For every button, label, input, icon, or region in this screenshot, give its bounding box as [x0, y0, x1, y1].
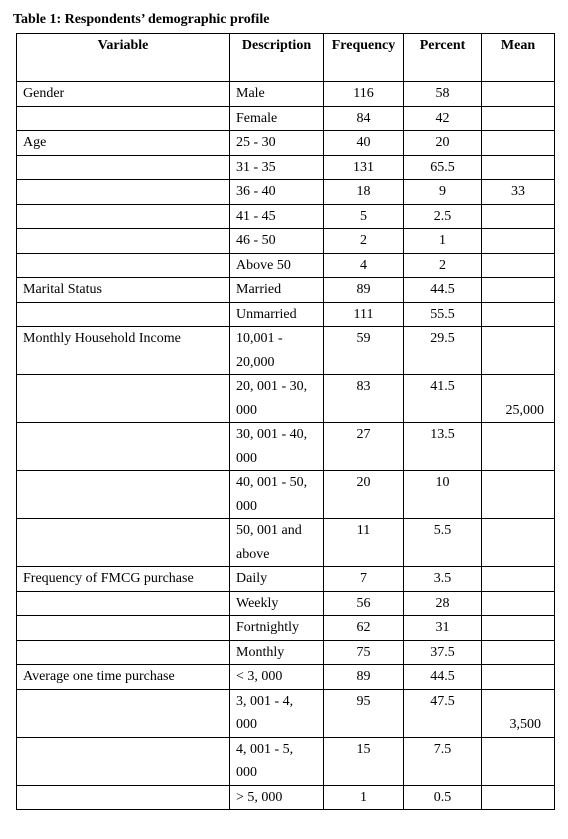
description-cell: 46 - 50 [230, 229, 324, 254]
table-row [17, 131, 555, 156]
frequency-cell: 62 [324, 616, 404, 641]
frequency-cell: 4 [324, 253, 404, 278]
variable-cell: Age [17, 131, 230, 156]
table-row [17, 423, 555, 471]
mean-cell [482, 591, 555, 616]
description-cell: Daily [230, 567, 324, 592]
percent-cell: 44.5 [404, 665, 482, 690]
variable-cell [17, 591, 230, 616]
mean-cell [482, 423, 555, 471]
table-row [17, 204, 555, 229]
percent-cell: 37.5 [404, 640, 482, 665]
percent-cell: 20 [404, 131, 482, 156]
mean-cell [482, 327, 555, 375]
mean-cell [482, 106, 555, 131]
description-cell: Unmarried [230, 302, 324, 327]
variable-cell [17, 229, 230, 254]
percent-cell: 5.5 [404, 519, 482, 567]
description-cell: Above 50 [230, 253, 324, 278]
description-cell: Fortnightly [230, 616, 324, 641]
mean-cell [482, 204, 555, 229]
frequency-cell: 5 [324, 204, 404, 229]
description-cell: 4, 001 - 5, 000 [230, 737, 324, 785]
header-mean: Mean [482, 34, 555, 82]
frequency-cell: 116 [324, 82, 404, 107]
frequency-cell: 131 [324, 155, 404, 180]
variable-cell [17, 423, 230, 471]
mean-cell [482, 640, 555, 665]
percent-cell: 31 [404, 616, 482, 641]
mean-cell [482, 229, 555, 254]
table-row [17, 253, 555, 278]
percent-cell: 41.5 [404, 375, 482, 423]
header-variable: Variable [17, 34, 230, 82]
description-cell: 20, 001 - 30, 000 [230, 375, 324, 423]
table-row [17, 155, 555, 180]
frequency-cell: 111 [324, 302, 404, 327]
frequency-cell: 40 [324, 131, 404, 156]
percent-cell: 9 [404, 180, 482, 205]
variable-cell: Gender [17, 82, 230, 107]
frequency-cell: 95 [324, 689, 404, 737]
description-cell: > 5, 000 [230, 785, 324, 810]
frequency-cell: 2 [324, 229, 404, 254]
percent-cell: 10 [404, 471, 482, 519]
variable-cell [17, 640, 230, 665]
percent-cell: 2 [404, 253, 482, 278]
header-description: Description [230, 34, 324, 82]
header-frequency: Frequency [324, 34, 404, 82]
frequency-cell: 56 [324, 591, 404, 616]
frequency-cell: 75 [324, 640, 404, 665]
mean-cell [482, 302, 555, 327]
mean-age-cell: 33 [482, 180, 555, 205]
percent-cell: 55.5 [404, 302, 482, 327]
description-cell: 30, 001 - 40, 000 [230, 423, 324, 471]
table-row [17, 567, 555, 592]
mean-cell [482, 82, 555, 107]
description-cell: 3, 001 - 4, 000 [230, 689, 324, 737]
frequency-cell: 59 [324, 327, 404, 375]
table-row [17, 785, 555, 810]
mean-cell [482, 567, 555, 592]
frequency-cell: 7 [324, 567, 404, 592]
mean-cell [482, 737, 555, 785]
table-row [17, 106, 555, 131]
description-cell: Married [230, 278, 324, 303]
table-row [17, 229, 555, 254]
variable-cell [17, 737, 230, 785]
frequency-cell: 15 [324, 737, 404, 785]
variable-cell: Average one time purchase [17, 665, 230, 690]
mean-cell [482, 155, 555, 180]
table-row [17, 640, 555, 665]
variable-cell [17, 375, 230, 423]
table-row [17, 471, 555, 519]
description-cell: 36 - 40 [230, 180, 324, 205]
description-cell: 50, 001 and above [230, 519, 324, 567]
variable-cell [17, 519, 230, 567]
description-cell: Female [230, 106, 324, 131]
variable-cell [17, 180, 230, 205]
description-cell: Male [230, 82, 324, 107]
variable-cell: Frequency of FMCG purchase [17, 567, 230, 592]
frequency-cell: 83 [324, 375, 404, 423]
frequency-cell: 1 [324, 785, 404, 810]
variable-cell: Monthly Household Income [17, 327, 230, 375]
description-cell: Weekly [230, 591, 324, 616]
percent-cell: 65.5 [404, 155, 482, 180]
percent-cell: 42 [404, 106, 482, 131]
percent-cell: 58 [404, 82, 482, 107]
table-row [17, 180, 555, 205]
percent-cell: 44.5 [404, 278, 482, 303]
description-cell: 31 - 35 [230, 155, 324, 180]
percent-cell: 7.5 [404, 737, 482, 785]
table-caption: Table 1: Respondents’ demographic profile [13, 12, 270, 27]
mean-cell [482, 278, 555, 303]
variable-cell [17, 204, 230, 229]
frequency-cell: 89 [324, 278, 404, 303]
description-cell: Monthly [230, 640, 324, 665]
header-row [17, 34, 555, 82]
frequency-cell: 89 [324, 665, 404, 690]
percent-cell: 3.5 [404, 567, 482, 592]
percent-cell: 47.5 [404, 689, 482, 737]
table-row [17, 327, 555, 375]
table-row [17, 737, 555, 785]
mean-cell [482, 131, 555, 156]
frequency-cell: 11 [324, 519, 404, 567]
variable-cell [17, 155, 230, 180]
mean-income-cell: 25,000 [482, 375, 555, 423]
mean-cell [482, 665, 555, 690]
table-row [17, 375, 555, 423]
table-row [17, 302, 555, 327]
description-cell: < 3, 000 [230, 665, 324, 690]
description-cell: 25 - 30 [230, 131, 324, 156]
description-cell: 41 - 45 [230, 204, 324, 229]
table-row [17, 665, 555, 690]
variable-cell [17, 302, 230, 327]
percent-cell: 2.5 [404, 204, 482, 229]
description-cell: 10,001 - 20,000 [230, 327, 324, 375]
mean-cell [482, 616, 555, 641]
mean-cell [482, 785, 555, 810]
variable-cell [17, 616, 230, 641]
frequency-cell: 18 [324, 180, 404, 205]
table-row [17, 689, 555, 737]
description-cell: 40, 001 - 50, 000 [230, 471, 324, 519]
percent-cell: 28 [404, 591, 482, 616]
demographic-table [16, 33, 555, 810]
variable-cell [17, 253, 230, 278]
variable-cell [17, 689, 230, 737]
variable-cell: Marital Status [17, 278, 230, 303]
table-row [17, 519, 555, 567]
percent-cell: 13.5 [404, 423, 482, 471]
percent-cell: 0.5 [404, 785, 482, 810]
frequency-cell: 20 [324, 471, 404, 519]
variable-cell [17, 106, 230, 131]
variable-cell [17, 785, 230, 810]
table-row [17, 278, 555, 303]
percent-cell: 1 [404, 229, 482, 254]
table-row [17, 82, 555, 107]
frequency-cell: 84 [324, 106, 404, 131]
mean-cell [482, 253, 555, 278]
table-row [17, 616, 555, 641]
frequency-cell: 27 [324, 423, 404, 471]
table-row [17, 591, 555, 616]
mean-purchase-cell: 3,500 [482, 689, 555, 737]
percent-cell: 29.5 [404, 327, 482, 375]
mean-cell [482, 471, 555, 519]
header-percent: Percent [404, 34, 482, 82]
mean-cell [482, 519, 555, 567]
variable-cell [17, 471, 230, 519]
